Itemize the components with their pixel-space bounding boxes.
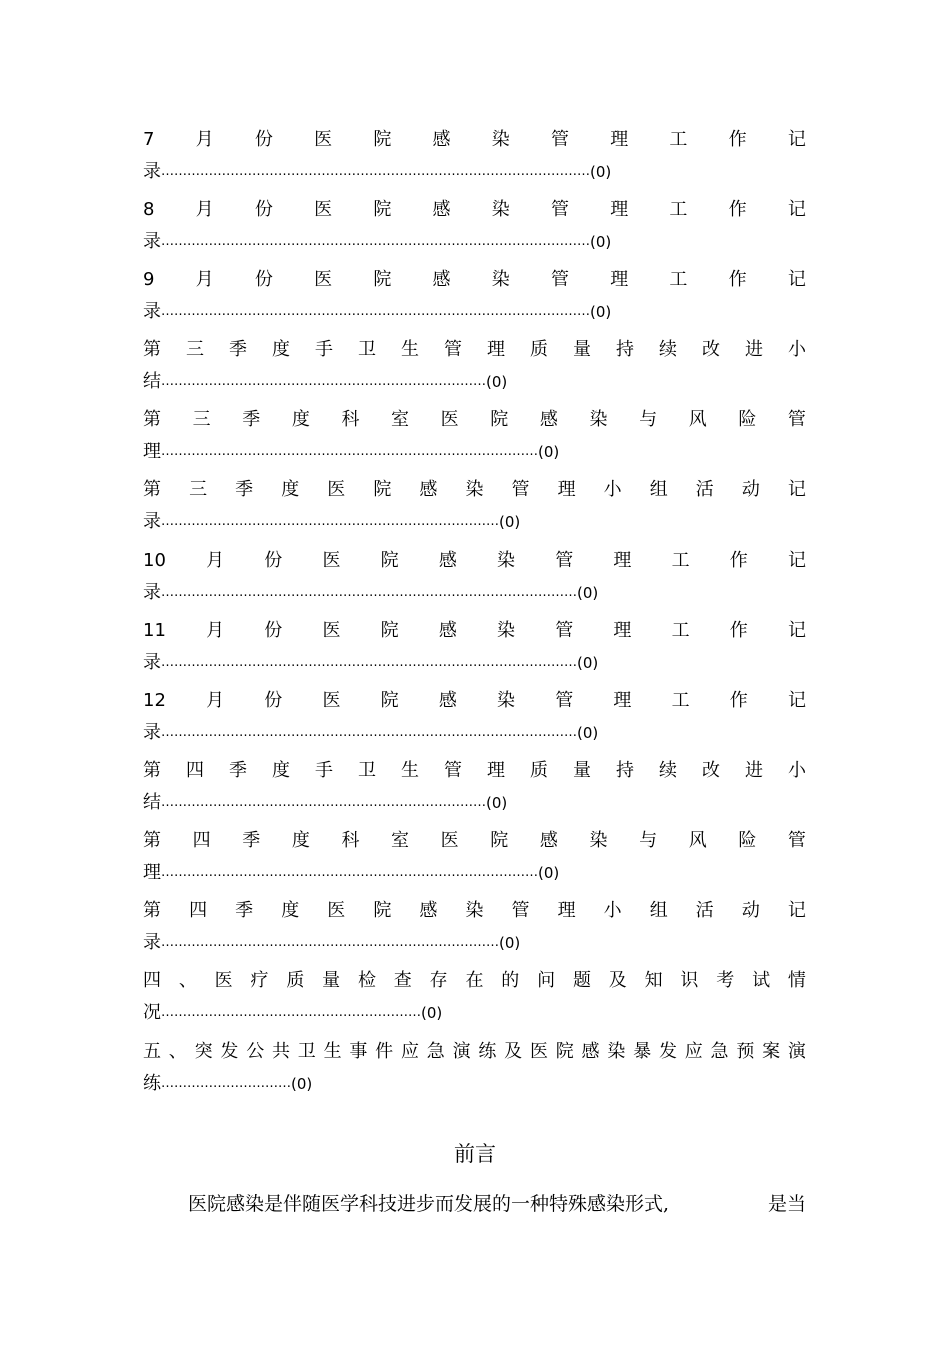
- toc-title-last-char: 录: [143, 582, 161, 603]
- toc-entry-leader: [143, 647, 806, 679]
- toc-title-token: 应: [400, 1041, 419, 1062]
- toc-title-token: 月: [195, 199, 214, 220]
- toc-title-token: 生: [323, 1041, 342, 1062]
- toc-title-token: 工: [669, 199, 688, 220]
- toc-title-token: 理: [610, 129, 629, 150]
- toc-title-token: 查: [393, 970, 412, 991]
- toc-title-token: 案: [762, 1041, 781, 1062]
- toc-entry-title: [143, 965, 806, 997]
- toc-title-token: 疗: [250, 970, 269, 991]
- toc-title-token: 季: [229, 760, 247, 781]
- toc-entry-title: [143, 895, 806, 927]
- toc-entry-leader: [143, 717, 806, 749]
- toc-title-token: 练: [478, 1041, 497, 1062]
- toc-title-token: 四: [186, 760, 204, 781]
- toc-dot-leader: ………………………………………………………………………………………: [161, 304, 590, 319]
- toc-title-token: 医: [314, 199, 333, 220]
- toc-title-token: 第: [143, 339, 161, 360]
- toc-title-token: 份: [264, 620, 283, 641]
- toc-title-token: 改: [702, 760, 720, 781]
- toc-entry-title: [143, 124, 806, 156]
- toc-title-token: 感: [432, 269, 451, 290]
- toc-title-token: 季: [235, 900, 254, 921]
- toc-title-token: 医: [327, 900, 346, 921]
- toc-title-last-char: 结: [143, 371, 161, 392]
- toc-title-token: 小: [788, 339, 806, 360]
- toc-title-token: 份: [254, 129, 273, 150]
- toc-title-token: 突: [194, 1041, 213, 1062]
- toc-title-token: 持: [616, 760, 634, 781]
- preface-title: 前言: [454, 1142, 496, 1166]
- toc-title-token: 管: [555, 550, 574, 571]
- toc-entry-leader: [143, 787, 806, 819]
- toc-title-token: 医: [440, 830, 459, 851]
- toc-title-token: 份: [264, 550, 283, 571]
- toc-page-number: (0): [538, 864, 560, 882]
- toc-title-token: 与: [639, 409, 658, 430]
- toc-title-last-char: 录: [143, 722, 161, 743]
- toc-title-token: 12: [143, 690, 166, 711]
- toc-title-token: 染: [491, 129, 510, 150]
- toc-page-number: (0): [590, 163, 612, 181]
- toc-title-token: 理: [613, 690, 632, 711]
- toc-title-token: 11: [143, 620, 166, 641]
- toc-title-last-char: 练: [143, 1073, 161, 1094]
- toc-title-token: 医: [440, 409, 459, 430]
- toc-title-token: 管: [444, 760, 462, 781]
- toc-entry[interactable]: [143, 474, 806, 545]
- toc-title-token: 管: [511, 479, 530, 500]
- toc-title-token: 风: [688, 409, 707, 430]
- toc-title-last-char: 录: [143, 301, 161, 322]
- toc-title-token: 质: [286, 970, 305, 991]
- toc-title-token: 染: [497, 620, 516, 641]
- toc-title-token: 公: [246, 1041, 265, 1062]
- toc-title-token: 生: [401, 760, 419, 781]
- toc-page-number: (0): [538, 443, 560, 461]
- toc-dot-leader: …………………………………………………………………: [161, 374, 486, 389]
- toc-title-token: 管: [555, 690, 574, 711]
- toc-title-token: 理: [613, 620, 632, 641]
- toc-title-token: 卫: [297, 1041, 316, 1062]
- toc-title-token: 质: [530, 760, 548, 781]
- toc-title-token: 管: [550, 269, 569, 290]
- toc-title-token: 染: [465, 479, 484, 500]
- toc-title-token: 感: [432, 129, 451, 150]
- toc-title-token: 季: [235, 479, 254, 500]
- toc-title-token: 手: [315, 339, 333, 360]
- toc-title-token: 度: [272, 760, 290, 781]
- toc-title-token: 记: [787, 129, 806, 150]
- toc-title-token: 记: [787, 620, 806, 641]
- toc-title-token: 染: [607, 1041, 626, 1062]
- toc-title-token: 三: [186, 339, 204, 360]
- toc-entry[interactable]: [143, 895, 806, 965]
- toc-entry[interactable]: [143, 965, 806, 1036]
- toc-entry-leader: [143, 366, 806, 398]
- toc-title-token: 份: [254, 199, 273, 220]
- toc-title-token: 进: [745, 339, 763, 360]
- toc-entry[interactable]: [143, 1036, 806, 1106]
- toc-title-token: 险: [738, 830, 757, 851]
- toc-title-token: 续: [659, 339, 677, 360]
- toc-title-token: 续: [659, 760, 677, 781]
- toc-title-last-char: 录: [143, 161, 161, 182]
- toc-title-token: 量: [322, 970, 341, 991]
- toc-entry[interactable]: [143, 264, 806, 334]
- toc-title-token: 10: [143, 550, 166, 571]
- toc-dot-leader: ……………………………………………………………………………………: [161, 725, 577, 740]
- toc-entry-title: [143, 264, 806, 296]
- toc-entry[interactable]: [143, 755, 806, 825]
- toc-title-token: 医: [322, 690, 341, 711]
- toc-title-token: 卫: [358, 339, 376, 360]
- toc-title-token: 科: [341, 830, 360, 851]
- toc-title-token: 进: [745, 760, 763, 781]
- toc-title-token: 感: [419, 900, 438, 921]
- toc-title-token: 月: [206, 690, 225, 711]
- toc-page-number: (0): [486, 794, 508, 812]
- toc-title-last-char: 理: [143, 862, 161, 883]
- toc-entry-leader: [143, 927, 806, 959]
- toc-title-token: 月: [206, 620, 225, 641]
- toc-entry[interactable]: [143, 124, 806, 194]
- toc-title-token: 医: [529, 1041, 548, 1062]
- toc-title-token: 感: [432, 199, 451, 220]
- toc-dot-leader: ……………………………………………………………………………………: [161, 585, 577, 600]
- toc-title-token: 染: [497, 690, 516, 711]
- toc-entry-leader: [143, 857, 806, 889]
- toc-dot-leader: ……………………………………………………………………: [161, 514, 499, 529]
- toc-page-number: (0): [291, 1075, 313, 1093]
- toc-title-token: 小: [603, 900, 622, 921]
- toc-title-last-char: 况: [143, 1002, 161, 1023]
- toc-title-token: 小: [788, 760, 806, 781]
- toc-title-token: 月: [206, 550, 225, 571]
- toc-title-token: 风: [688, 830, 707, 851]
- toc-title-token: 与: [639, 830, 658, 851]
- toc-title-token: 三: [189, 479, 208, 500]
- toc-title-token: 院: [373, 199, 392, 220]
- toc-title-token: 发: [658, 1041, 677, 1062]
- toc-title-token: 度: [272, 339, 290, 360]
- toc-title-token: 理: [610, 199, 629, 220]
- toc-entry-title: [143, 825, 806, 857]
- toc-title-token: 作: [728, 269, 747, 290]
- toc-entry[interactable]: [143, 334, 806, 404]
- toc-title-token: 院: [380, 620, 399, 641]
- toc-title-last-char: 理: [143, 441, 161, 462]
- toc-entry[interactable]: [143, 615, 806, 685]
- toc-title-token: 题: [572, 970, 591, 991]
- toc-title-token: 动: [741, 900, 760, 921]
- toc-title-token: 四: [189, 900, 208, 921]
- toc-title-token: 管: [444, 339, 462, 360]
- toc-entry[interactable]: [143, 685, 806, 755]
- toc-title-token: 识: [680, 970, 699, 991]
- toc-title-token: 的: [501, 970, 520, 991]
- toc-title-token: 院: [555, 1041, 574, 1062]
- toc-title-token: 共: [271, 1041, 290, 1062]
- toc-entry-leader: [143, 1068, 806, 1100]
- toc-dot-leader: ………………………………………………………………………………………: [161, 234, 590, 249]
- toc-title-token: 小: [603, 479, 622, 500]
- toc-page-number: (0): [577, 724, 599, 742]
- toc-title-token: 工: [669, 129, 688, 150]
- toc-entry-title: [143, 545, 806, 577]
- toc-title-token: 三: [192, 409, 211, 430]
- toc-dot-leader: …………………………: [161, 1076, 291, 1091]
- toc-title-token: 管: [787, 830, 806, 851]
- toc-title-token: 理: [487, 760, 505, 781]
- toc-title-token: 第: [143, 830, 161, 851]
- toc-title-token: 工: [671, 550, 690, 571]
- toc-title-token: 理: [487, 339, 505, 360]
- toc-page-number: (0): [577, 584, 599, 602]
- toc-title-token: 染: [465, 900, 484, 921]
- toc-title-token: 手: [315, 760, 333, 781]
- toc-title-token: 管: [511, 900, 530, 921]
- toc-title-token: 记: [787, 690, 806, 711]
- toc-title-token: 院: [373, 269, 392, 290]
- toc-title-token: 卫: [358, 760, 376, 781]
- toc-title-token: 工: [669, 269, 688, 290]
- toc-entry[interactable]: [143, 545, 806, 615]
- toc-entry-leader: [143, 226, 806, 258]
- toc-title-token: 度: [291, 409, 310, 430]
- toc-title-token: 第: [143, 900, 161, 921]
- toc-title-token: 感: [539, 830, 558, 851]
- toc-dot-leader: ……………………………………………………………………: [161, 935, 499, 950]
- toc-title-token: 9: [143, 269, 155, 290]
- toc-title-token: 月: [195, 129, 214, 150]
- toc-title-token: 演: [787, 1041, 806, 1062]
- toc-title-token: 检: [357, 970, 376, 991]
- toc-title-token: 度: [281, 900, 300, 921]
- toc-title-token: 问: [537, 970, 556, 991]
- toc-title-token: 量: [573, 760, 591, 781]
- toc-entry[interactable]: [143, 194, 806, 264]
- toc-title-token: 考: [716, 970, 735, 991]
- toc-title-token: 五: [143, 1041, 161, 1062]
- toc-title-token: 知: [644, 970, 663, 991]
- toc-title-token: 发: [220, 1041, 239, 1062]
- toc-entry-leader: [143, 506, 806, 538]
- toc-entry-title: [143, 474, 806, 506]
- toc-title-token: 院: [380, 550, 399, 571]
- toc-title-token: 院: [373, 479, 392, 500]
- toc-title-token: 室: [391, 409, 410, 430]
- toc-entry-leader: [143, 436, 806, 468]
- toc-title-token: 记: [787, 479, 806, 500]
- toc-title-token: 作: [729, 550, 748, 571]
- toc-title-token: 份: [254, 269, 273, 290]
- toc-title-token: 应: [684, 1041, 703, 1062]
- toc-entry-title: [143, 334, 806, 366]
- toc-title-token: 染: [589, 830, 608, 851]
- toc-title-token: 度: [291, 830, 310, 851]
- toc-title-token: 件: [375, 1041, 394, 1062]
- toc-title-token: 暴: [633, 1041, 652, 1062]
- toc-title-token: 作: [728, 199, 747, 220]
- toc-title-token: 组: [649, 900, 668, 921]
- toc-page-number: (0): [421, 1004, 443, 1022]
- toc-dot-leader: ……………………………………………………………………………: [161, 865, 538, 880]
- toc-title-token: 7: [143, 129, 155, 150]
- toc-title-token: 染: [497, 550, 516, 571]
- toc-dot-leader: ………………………………………………………………………………………: [161, 164, 590, 179]
- toc-title-token: 医: [327, 479, 346, 500]
- toc-title-token: 月: [195, 269, 214, 290]
- toc-title-token: 工: [671, 690, 690, 711]
- toc-title-token: 记: [787, 269, 806, 290]
- toc-page-number: (0): [590, 303, 612, 321]
- toc-title-token: 第: [143, 409, 161, 430]
- toc-title-token: 四: [143, 970, 161, 991]
- toc-title-last-char: 录: [143, 511, 161, 532]
- toc-title-token: 险: [738, 409, 757, 430]
- toc-title-token: 作: [728, 129, 747, 150]
- toc-title-token: 质: [530, 339, 548, 360]
- toc-title-token: 管: [550, 129, 569, 150]
- toc-entry-title: [143, 755, 806, 787]
- toc-title-token: 8: [143, 199, 155, 220]
- toc-title-last-char: 录: [143, 231, 161, 252]
- toc-title-token: 医: [322, 550, 341, 571]
- preface-paragraph: [143, 1188, 806, 1220]
- toc-title-token: 及: [608, 970, 627, 991]
- toc-entry-leader: [143, 156, 806, 188]
- toc-entry[interactable]: [143, 404, 806, 474]
- toc-title-token: 度: [281, 479, 300, 500]
- preface-text-tail: 是当: [767, 1193, 806, 1215]
- toc-title-token: 院: [490, 830, 509, 851]
- toc-title-token: 管: [555, 620, 574, 641]
- toc-title-token: 院: [380, 690, 399, 711]
- toc-page-number: (0): [590, 233, 612, 251]
- toc-title-last-char: 录: [143, 652, 161, 673]
- table-of-contents: [143, 124, 806, 1106]
- toc-title-token: 作: [729, 690, 748, 711]
- toc-title-token: 生: [401, 339, 419, 360]
- toc-entry-leader: [143, 997, 806, 1029]
- toc-entry-leader: [143, 296, 806, 328]
- toc-title-token: 在: [465, 970, 484, 991]
- toc-dot-leader: …………………………………………………………………: [161, 795, 486, 810]
- preface-text: 医院感染是伴随医学科技进步而发展的一种特殊感染形式,: [188, 1193, 670, 1215]
- toc-title-token: 感: [438, 550, 457, 571]
- toc-title-token: 第: [143, 760, 161, 781]
- toc-title-token: 科: [341, 409, 360, 430]
- toc-title-token: 工: [671, 620, 690, 641]
- toc-title-token: 染: [589, 409, 608, 430]
- toc-title-token: 及: [504, 1041, 523, 1062]
- toc-title-token: 动: [741, 479, 760, 500]
- toc-title-token: 记: [787, 550, 806, 571]
- toc-title-last-char: 结: [143, 792, 161, 813]
- toc-entry[interactable]: [143, 825, 806, 895]
- toc-title-token: 院: [373, 129, 392, 150]
- toc-title-token: 染: [491, 269, 510, 290]
- toc-page-number: (0): [577, 654, 599, 672]
- toc-title-token: 管: [787, 409, 806, 430]
- toc-title-token: 感: [438, 690, 457, 711]
- toc-title-token: 季: [242, 830, 261, 851]
- toc-title-token: 感: [438, 620, 457, 641]
- toc-title-token: 、: [168, 1041, 187, 1062]
- toc-title-token: 活: [695, 900, 714, 921]
- toc-entry-title: [143, 404, 806, 436]
- toc-title-token: 室: [391, 830, 410, 851]
- toc-title-token: 季: [242, 409, 261, 430]
- toc-dot-leader: ……………………………………………………………………………: [161, 444, 538, 459]
- toc-title-token: 试: [752, 970, 771, 991]
- toc-title-token: 染: [491, 199, 510, 220]
- toc-title-token: 演: [452, 1041, 471, 1062]
- toc-title-token: 急: [426, 1041, 445, 1062]
- toc-title-token: 季: [229, 339, 247, 360]
- toc-title-token: 感: [539, 409, 558, 430]
- toc-title-token: 医: [314, 269, 333, 290]
- toc-title-token: 理: [610, 269, 629, 290]
- toc-title-token: 记: [787, 199, 806, 220]
- toc-title-token: 理: [557, 479, 576, 500]
- toc-title-token: 第: [143, 479, 161, 500]
- toc-entry-title: [143, 615, 806, 647]
- toc-entry-title: [143, 194, 806, 226]
- toc-entry-title: [143, 1036, 806, 1068]
- toc-title-token: 、: [178, 970, 197, 991]
- toc-title-token: 事: [349, 1041, 368, 1062]
- toc-title-token: 预: [736, 1041, 755, 1062]
- toc-title-token: 管: [550, 199, 569, 220]
- toc-title-token: 持: [616, 339, 634, 360]
- toc-title-token: 四: [192, 830, 211, 851]
- toc-title-token: 感: [419, 479, 438, 500]
- toc-title-token: 医: [214, 970, 233, 991]
- toc-title-token: 医: [322, 620, 341, 641]
- toc-page-number: (0): [486, 373, 508, 391]
- toc-title-token: 理: [613, 550, 632, 571]
- toc-title-token: 理: [557, 900, 576, 921]
- toc-title-token: 活: [695, 479, 714, 500]
- toc-title-token: 量: [573, 339, 591, 360]
- toc-entry-title: [143, 685, 806, 717]
- toc-title-token: 改: [702, 339, 720, 360]
- toc-title-last-char: 录: [143, 932, 161, 953]
- toc-title-token: 医: [314, 129, 333, 150]
- toc-title-token: 作: [729, 620, 748, 641]
- toc-page-number: (0): [499, 513, 521, 531]
- toc-title-token: 情: [787, 970, 806, 991]
- toc-title-token: 份: [264, 690, 283, 711]
- toc-title-token: 组: [649, 479, 668, 500]
- toc-title-token: 院: [373, 900, 392, 921]
- toc-title-token: 存: [429, 970, 448, 991]
- toc-title-token: 急: [710, 1041, 729, 1062]
- toc-dot-leader: ……………………………………………………: [161, 1005, 421, 1020]
- toc-dot-leader: ……………………………………………………………………………………: [161, 655, 577, 670]
- toc-title-token: 院: [490, 409, 509, 430]
- toc-title-token: 记: [787, 900, 806, 921]
- toc-page-number: (0): [499, 934, 521, 952]
- toc-title-token: 感: [581, 1041, 600, 1062]
- toc-entry-leader: [143, 577, 806, 609]
